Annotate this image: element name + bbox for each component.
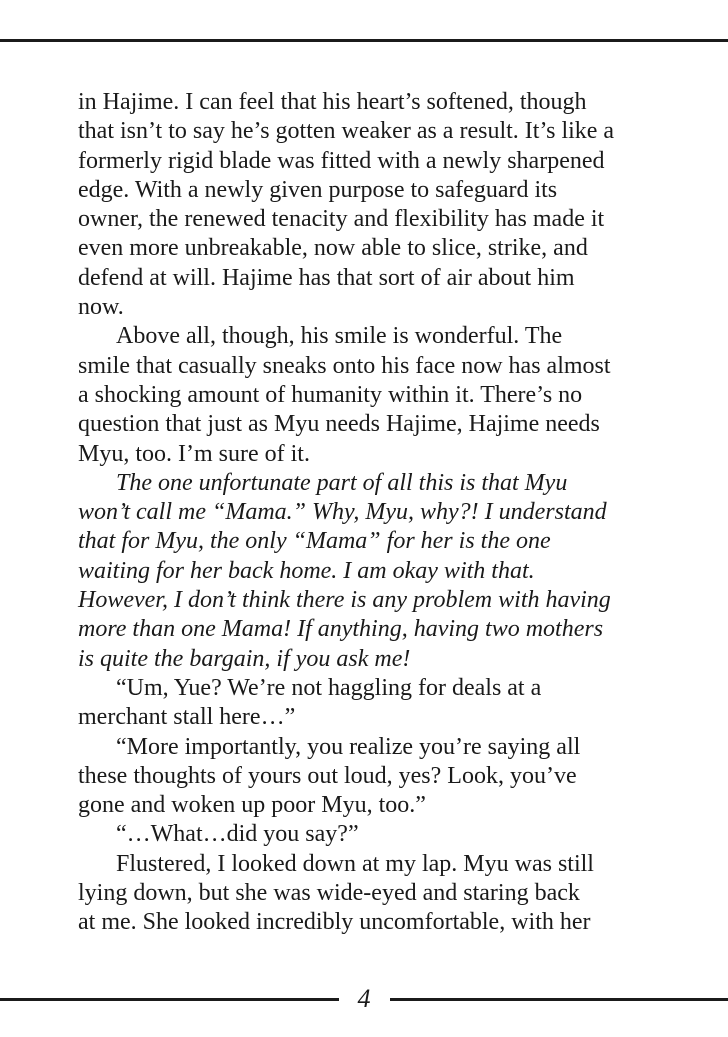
text-line: now. <box>78 294 124 321</box>
text-line: won’t call me “Mama.” Why, Myu, why?! I understand <box>78 499 607 526</box>
header-rule <box>0 39 728 42</box>
text-line: is quite the bargain, if you ask me! <box>78 645 411 672</box>
paragraph <box>78 322 663 468</box>
text-line: “More importantly, you realize you’re saying all <box>116 733 581 760</box>
text-line: edge. With a newly given purpose to safeguard its <box>78 176 558 203</box>
paragraph-dialogue <box>78 820 663 849</box>
paragraph <box>78 88 663 322</box>
paragraph <box>78 850 663 938</box>
paragraph-inner-monologue <box>78 469 663 674</box>
page-footer <box>0 983 728 1015</box>
text-line: waiting for her back home. I am okay with that. <box>78 557 535 584</box>
text-line: in Hajime. I can feel that his heart’s softened, though <box>78 89 587 115</box>
paragraph-dialogue <box>78 733 663 821</box>
text-line: “…What…did you say?” <box>116 821 359 848</box>
text-line: that for Myu, the only “Mama” for her is the one <box>78 528 551 555</box>
text-line: Above all, though, his smile is wonderful. The <box>116 323 563 350</box>
text-line: a shocking amount of humanity within it. There’s no <box>78 381 583 408</box>
text-line: Flustered, I looked down at my lap. Myu was still <box>116 850 594 877</box>
footer-rule-left <box>0 998 339 1001</box>
text-line: owner, the renewed tenacity and flexibility has made it <box>78 206 605 233</box>
footer-rule-right <box>390 998 728 1001</box>
page-body-text <box>78 88 663 938</box>
text-line: these thoughts of yours out loud, yes? Look, you’ve <box>78 762 577 789</box>
text-line: that isn’t to say he’s gotten weaker as a result. It’s like a <box>78 118 615 145</box>
text-line: However, I don’t think there is any problem with having <box>78 587 611 614</box>
text-line: more than one Mama! If anything, having two mothers <box>78 616 604 643</box>
text-line: gone and woken up poor Myu, too.” <box>78 792 426 819</box>
text-line: lying down, but she was wide-eyed and staring back <box>78 880 580 907</box>
text-line: question that just as Myu needs Hajime, Hajime needs <box>78 411 600 438</box>
text-line: formerly rigid blade was fitted with a newly sharpened <box>78 147 605 174</box>
text-line: smile that casually sneaks onto his face now has almost <box>78 352 611 379</box>
text-line: Myu, too. I’m sure of it. <box>78 440 310 467</box>
paragraph-dialogue <box>78 674 663 733</box>
text-line: at me. She looked incredibly uncomfortable, with her <box>78 909 591 936</box>
page-number: 4 <box>357 984 371 1013</box>
text-line: The one unfortunate part of all this is that Myu <box>116 469 568 496</box>
text-line: “Um, Yue? We’re not haggling for deals at a <box>116 674 542 701</box>
text-line: even more unbreakable, now able to slice, strike, and <box>78 235 588 262</box>
text-line: merchant stall here…” <box>78 704 296 731</box>
text-line: defend at will. Hajime has that sort of air about him <box>78 264 575 291</box>
